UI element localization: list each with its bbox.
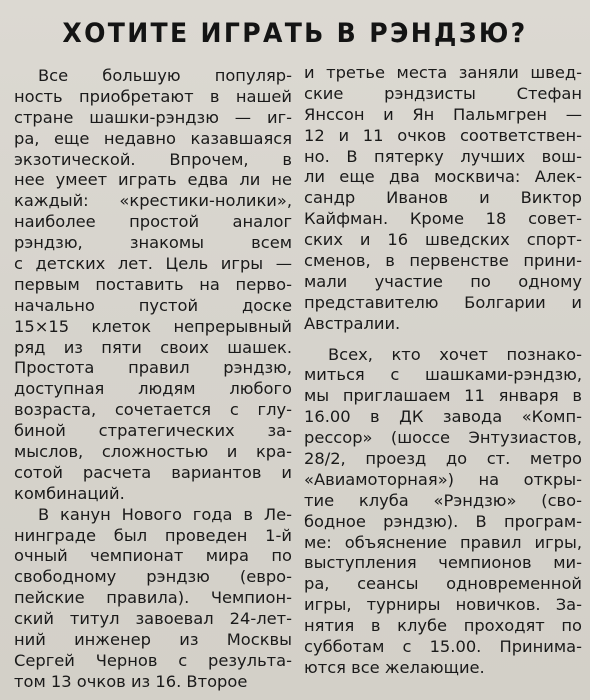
left-column — [14, 66, 292, 693]
text-line: и третье места заняли швед- — [304, 63, 582, 82]
text-line: Все большую популяр- — [38, 66, 292, 85]
text-line: пейские правила). Чемпион- — [14, 588, 292, 608]
paragraph-results — [304, 63, 582, 335]
text-line: мыслов, сложностью и кра- — [14, 442, 292, 462]
paragraph-invitation — [304, 345, 582, 679]
text-line: Кайфман. Кроме 18 совет- — [304, 209, 582, 229]
text-line: свободному рэндзю (евро- — [14, 567, 292, 587]
text-line: сотой расчета вариантов и — [14, 462, 292, 482]
text-line: бодное рэндзю). В програм- — [304, 511, 582, 531]
text-line: каждый: «крестики-нолики», — [14, 191, 292, 211]
text-line: начально пустой доске — [14, 295, 292, 315]
text-line: ний инженер из Москвы — [14, 630, 292, 650]
text-line: 12 и 11 очков соответствен- — [304, 125, 582, 145]
text-line: ра, еще недавно казавшаяся — [14, 128, 292, 148]
text-line: ность приобретают в нашей — [14, 86, 292, 106]
text-line: «Авиамоторная») на откры- — [304, 469, 582, 489]
text-line: доступная людям любого — [14, 379, 292, 399]
text-line: сменов, в первенстве прини- — [304, 251, 582, 271]
text-line: игры, турниры новичков. За- — [304, 595, 582, 615]
text-line: ра, сеансы одновременной — [304, 574, 582, 594]
text-line: сандр Иванов и Виктор — [304, 188, 582, 208]
right-column — [304, 63, 582, 679]
text-line: выступления чемпионов ми- — [304, 553, 582, 573]
text-line: биной стратегических за- — [14, 421, 292, 441]
text-line: экзотической. Впрочем, в — [14, 149, 292, 169]
text-line: В канун Нового года в Ле- — [38, 504, 292, 524]
text-line: но. В пятерку лучших вош- — [304, 146, 582, 166]
paragraph-intro — [14, 66, 292, 505]
paragraph-championship — [14, 505, 292, 693]
text-line: стране шашки-рэндзю — иг- — [14, 107, 292, 127]
text-line: 16.00 в ДК завода «Комп- — [304, 407, 582, 427]
text-line: наиболее простой аналог — [14, 212, 292, 232]
text-line: комбинаций. — [14, 483, 125, 503]
text-line: 15×15 клеток непрерывный — [14, 316, 292, 336]
paragraph-gap — [304, 335, 582, 345]
text-line: субботам с 15.00. Принима- — [304, 637, 582, 657]
text-line: первым поставить на перво- — [14, 274, 292, 294]
text-line: Всех, кто хочет познако- — [328, 344, 582, 364]
text-line: ские рэндзисты Стефан — [304, 83, 582, 103]
text-line: Сергей Чернов с результа- — [14, 650, 292, 670]
text-line: с детских лет. Цель игры — — [14, 254, 292, 274]
text-line: ются все желающие. — [304, 657, 485, 677]
text-line: ряд из пяти своих шашек. — [14, 337, 292, 357]
text-line: ский титул завоевал 24-лет- — [14, 609, 292, 629]
text-line: мы приглашаем 11 января в — [304, 386, 582, 406]
text-line: нятия в клубе проходят по — [304, 616, 582, 636]
text-line: Австралии. — [304, 313, 401, 333]
text-line: ли еще два москвича: Алек- — [304, 167, 582, 187]
text-line: представителю Болгарии и — [304, 292, 582, 312]
text-line: том 13 очков из 16. Второе — [14, 671, 248, 691]
text-line: рессор» (шоссе Энтузиастов, — [304, 428, 582, 448]
text-line: тие клуба «Рэндзю» (сво- — [304, 490, 582, 510]
text-line: 28/2, проезд до ст. метро — [304, 449, 582, 469]
text-line: ских и 16 шведских спорт- — [304, 230, 582, 250]
text-line: нее умеет играть едва ли не — [14, 170, 292, 190]
text-line: Простота правил рэндзю, — [14, 358, 292, 378]
text-line: очный чемпионат мира по — [14, 546, 292, 566]
text-line: нинграде был проведен 1-й — [14, 525, 292, 545]
text-line: мали участие по одному — [304, 271, 582, 291]
text-line: рэндзю, знакомы всем — [14, 233, 292, 253]
text-line: возраста, сочетается с глу- — [14, 400, 292, 420]
text-line: миться с шашками-рэндзю, — [304, 365, 582, 385]
article-headline: ХОТИТЕ ИГРАТЬ В РЭНДЗЮ? — [62, 18, 528, 49]
text-line: Янссон и Ян Пальмгрен — — [304, 104, 582, 124]
text-line: ме: объяснение правил игры, — [304, 532, 582, 552]
